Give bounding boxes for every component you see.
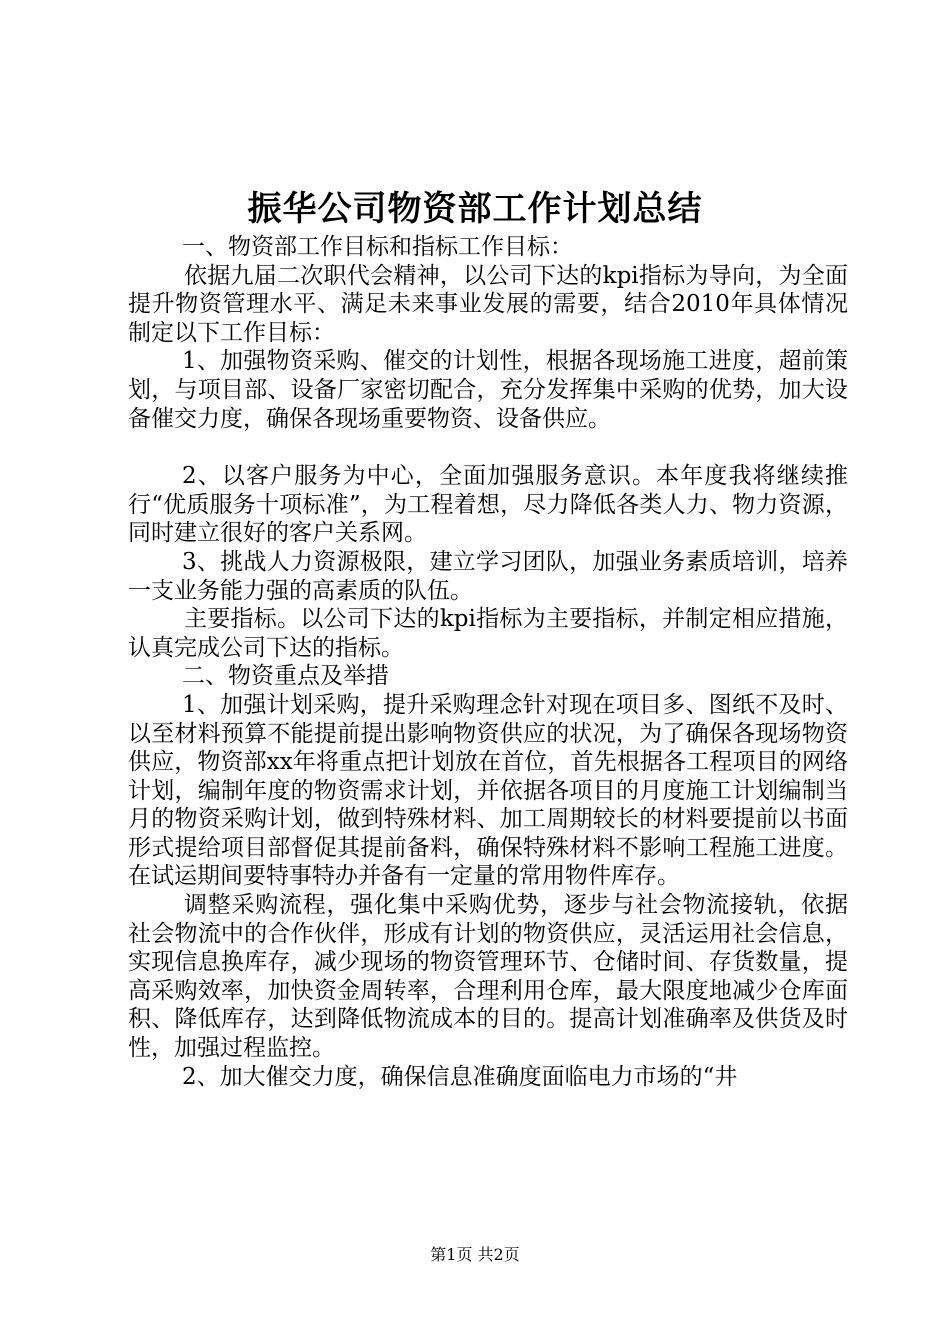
paragraph-goals-intro: 依据九届二次职代会精神，以公司下达的kpi指标为导向，为全面提升物资管理水平、满足未来事业发展的需要，结合2010年具体情况制定以下工作目标： <box>128 262 848 346</box>
paragraph-goal-3: 3、挑战人力资源极限，建立学习团队，加强业务素质培训，培养一支业务能力强的高素质的队伍。 <box>128 548 848 604</box>
document-body <box>128 233 848 1091</box>
paragraph-goal-2: 2、以客户服务为中心，全面加强服务意识。本年度我将继续推行“优质服务十项标准”，为工程着想，尽力降低各类人力、物力资源，同时建立很好的客户关系网。 <box>128 463 848 547</box>
paragraph-procurement-process: 调整采购流程，强化集中采购优势，逐步与社会物流接轨，依据社会物流中的合作伙伴，形成有计划的物资供应，灵活运用社会信息，实现信息换库存，减少现场的物资管理环节、仓储时间、存货数量，提高采购效率，加快资金周转率，合理利用仓库，最大限度地减少仓库面积、降低库存，达到降低物流成本的目的。提高计划准确率及供货及时性，加强过程监控。 <box>128 892 848 1062</box>
page-indicator: 第1页 共2页 <box>430 1245 520 1264</box>
paragraph-goal-1: 1、加强物资采购、催交的计划性，根据各现场施工进度，超前策划，与项目部、设备厂家密切配合，充分发挥集中采购的优势，加大设备催交力度，确保各现场重要物资、设备供应。 <box>128 348 848 432</box>
paragraph-measure-1: 1、加强计划采购，提升采购理念针对现在项目多、图纸不及时、以至材料预算不能提前提出影响物资供应的状况，为了确保各现场物资供应，物资部xx年将重点把计划放在首位，首先根据各工程项目的网络计划，编制年度的物资需求计划，并依据各项目的月度施工计划编制当月的物资采购计划，做到特殊材料、加工周期较长的材料要提前以书面形式提给项目部督促其提前备料，确保特殊材料不影响工程施工进度。在试运期间要特事特办并备有一定量的常用物件库存。 <box>128 691 848 890</box>
paragraph-main-indicators: 主要指标。以公司下达的kpi指标为主要指标，并制定相应措施，认真完成公司下达的指标。 <box>128 606 848 661</box>
section-heading-goals: 一、物资部工作目标和指标工作目标： <box>182 234 573 260</box>
section-heading-key-measures: 二、物资重点及举措 <box>182 663 389 690</box>
document-title: 振华公司物资部工作计划总结 <box>247 189 703 229</box>
paragraph-measure-2: 2、加大催交力度，确保信息准确度面临电力市场的“井 <box>182 1063 738 1090</box>
